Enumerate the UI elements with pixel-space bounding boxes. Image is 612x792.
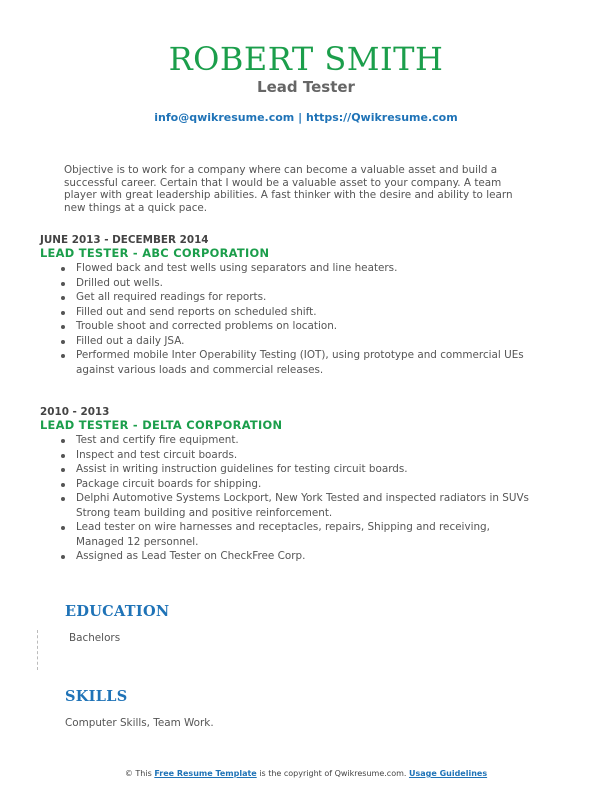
- candidate-title: Lead Tester: [257, 78, 355, 96]
- footer-middle: is the copyright of Qwikresume.com.: [259, 769, 407, 778]
- experience-entry-1: [40, 234, 540, 377]
- list-item: Lead tester on wire harnesses and receptacles, repairs, Shipping and receiving, Managed 12 personnel.: [76, 520, 540, 549]
- education-text: Bachelors: [69, 632, 121, 644]
- list-item: Flowed back and test wells using separators and line heaters.: [76, 261, 540, 276]
- list-item: Drilled out wells.: [76, 276, 540, 291]
- experience-entry-2: [40, 406, 540, 564]
- list-item: Trouble shoot and corrected problems on location.: [76, 319, 540, 334]
- education-heading: EDUCATION: [65, 603, 170, 620]
- skills-text: Computer Skills, Team Work.: [65, 717, 214, 729]
- list-item: Performed mobile Inter Operability Testing (IOT), using prototype and commercial UEs against various loads and commercial releases.: [76, 348, 540, 377]
- candidate-name: ROBERT SMITH: [168, 40, 444, 78]
- contact-separator: |: [298, 111, 303, 124]
- education-divider: [37, 630, 40, 670]
- footer: [0, 768, 612, 780]
- email-link[interactable]: info@qwikresume.com: [154, 111, 295, 124]
- footer-prefix: © This: [124, 769, 152, 778]
- list-item: Filled out and send reports on scheduled shift.: [76, 305, 540, 320]
- list-item: Assist in writing instruction guidelines for testing circuit boards.: [76, 462, 540, 477]
- list-item: Assigned as Lead Tester on CheckFree Corp.: [76, 549, 540, 564]
- objective-text: Objective is to work for a company where can become a valuable asset and build a successful career. Certain that I would be a valuable asset to your company. A team player with great leadership abilities. A fast thinker with the desire and ability to learn new things at a quick pace.: [64, 164, 513, 214]
- list-item: Filled out a daily JSA.: [76, 334, 540, 349]
- job-title: LEAD TESTER - ABC CORPORATION: [40, 246, 270, 260]
- job-dates: 2010 - 2013: [40, 406, 110, 418]
- list-item: Inspect and test circuit boards.: [76, 448, 540, 463]
- skills-heading: SKILLS: [65, 688, 128, 705]
- job-bullets: [40, 261, 540, 377]
- website-link[interactable]: https://Qwikresume.com: [305, 111, 458, 124]
- contact-line: [0, 111, 612, 125]
- list-item: Test and certify fire equipment.: [76, 433, 540, 448]
- list-item: Delphi Automotive Systems Lockport, New York Tested and inspected radiators in SUVs Strong team building and positive reinforcement.: [76, 491, 540, 520]
- free-resume-template-link[interactable]: Free Resume Template: [154, 769, 257, 778]
- usage-guidelines-link[interactable]: Usage Guidelines: [408, 769, 488, 778]
- job-title: LEAD TESTER - DELTA CORPORATION: [40, 418, 283, 432]
- job-dates: JUNE 2013 - DECEMBER 2014: [40, 234, 209, 246]
- job-bullets: [40, 433, 540, 564]
- list-item: Get all required readings for reports.: [76, 290, 540, 305]
- list-item: Package circuit boards for shipping.: [76, 477, 540, 492]
